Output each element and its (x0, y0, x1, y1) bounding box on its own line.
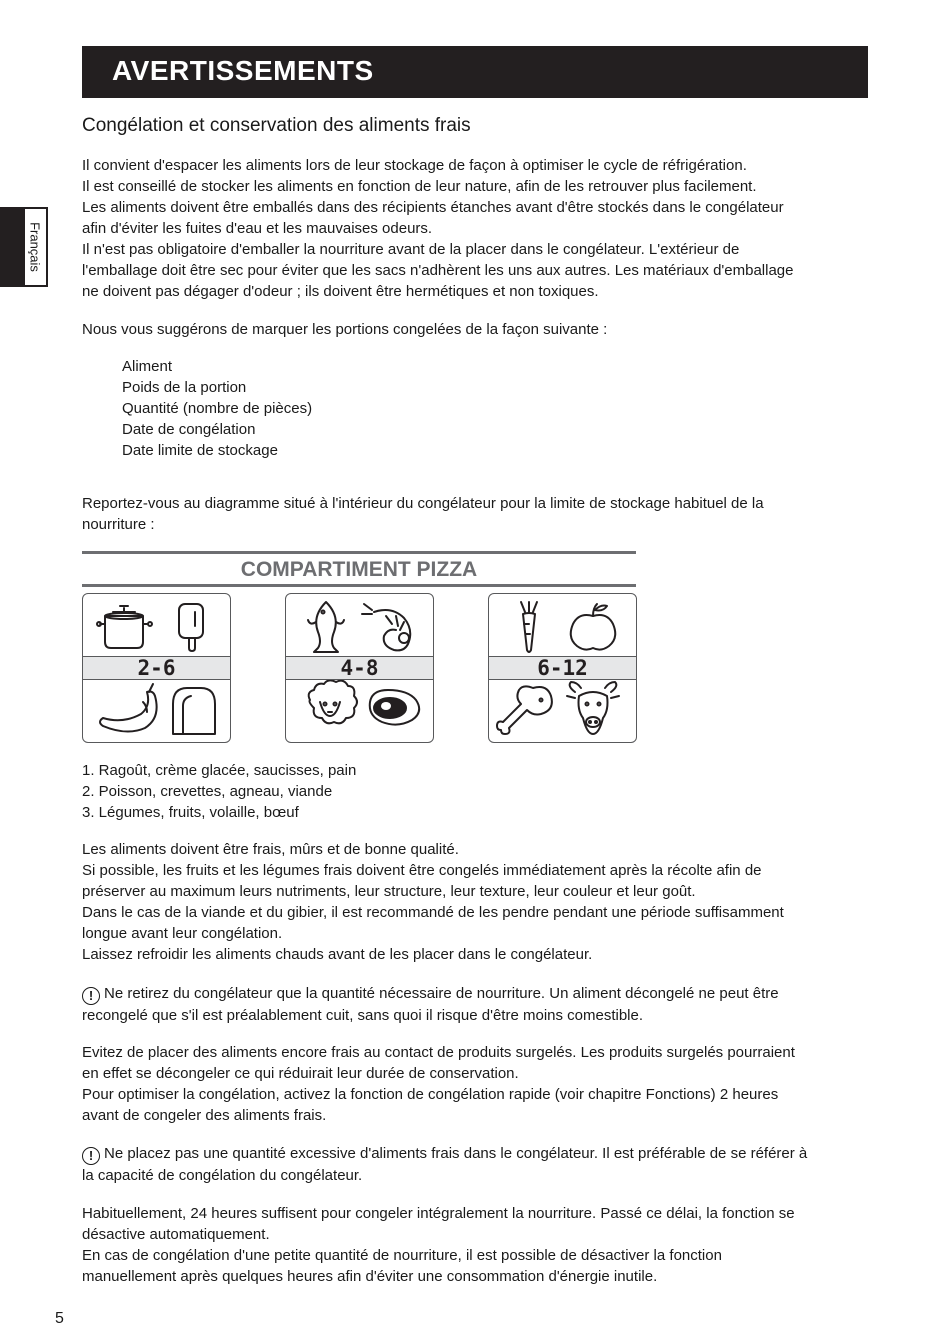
cow-icon (567, 682, 619, 734)
list-item: Aliment (122, 358, 173, 375)
legend-item: 3. Légumes, fruits, volaille, bœuf (82, 804, 299, 821)
legend-item: 1. Ragoût, crème glacée, saucisses, pain (82, 762, 357, 779)
page-number: 5 (55, 1310, 64, 1327)
warning-paragraph-2 (82, 1143, 872, 1186)
text-line: désactive automatiquement. (82, 1226, 270, 1243)
shrimp-icon (362, 604, 410, 650)
intro-paragraph (82, 155, 872, 302)
storage-box-3 (488, 593, 637, 743)
text-line: Il convient d'espacer les aliments lors de leur stockage de façon à optimiser le cycle de réfrigération. (82, 157, 747, 174)
sheep-icon (309, 680, 357, 723)
text-line: ! Ne retirez du congélateur que la quantité nécessaire de nourriture. Un aliment décongelé ne peut être (82, 983, 872, 1005)
text-line: avant de congeler des aliments frais. (82, 1107, 327, 1124)
quality-paragraph (82, 839, 872, 965)
section-header (82, 46, 868, 98)
diagram-legend (82, 760, 872, 823)
text-line: afin d'éviter les fuites d'eau et les mauvaises odeurs. (82, 220, 433, 237)
warning-icon: ! (82, 1147, 100, 1165)
pot-icon (97, 606, 152, 648)
text-line: Laissez refroidir les aliments chauds avant de les placer dans le congélateur. (82, 946, 593, 963)
list-item: Date de congélation (122, 421, 256, 438)
text-line: préserver au maximum leurs nutriments, leur structure, leur texture, leur couleur et leur goût. (82, 883, 696, 900)
meat-icon (370, 690, 419, 725)
text-line: Reportez-vous au diagramme situé à l'intérieur du congélateur pour la limite de stockage habituel de la (82, 495, 764, 512)
text-line: en effet se décongeler ce qui réduirait leur durée de conservation. (82, 1065, 519, 1082)
carrot-icon (521, 602, 537, 652)
duration-paragraph (82, 1203, 872, 1287)
marking-list (122, 356, 312, 461)
list-item: Quantité (nombre de pièces) (122, 400, 313, 417)
bread-icon (173, 688, 215, 734)
language-tab-label: Français (27, 222, 43, 272)
text-line: l'emballage doit être sec pour éviter que les sacs n'adhèrent les uns aux autres. Les matériaux d'emballage (82, 262, 794, 279)
apple-icon (571, 604, 616, 650)
text-line: Dans le cas de la viande et du gibier, il est recommandé de les pendre pendant une période suffisamment (82, 904, 784, 921)
diagram-top-rule (82, 551, 636, 554)
diagram-bottom-rule (82, 584, 636, 587)
text-line: En cas de congélation d'une petite quantité de nourriture, il est possible de désactiver la fonction (82, 1247, 722, 1264)
diagram-intro (82, 493, 872, 535)
text-line: la capacité de congélation du congélateur. (82, 1167, 363, 1184)
text-line: Pour optimiser la congélation, activez la fonction de congélation rapide (voir chapitre Fonctions) 2 heures (82, 1086, 779, 1103)
diagram-title: COMPARTIMENT PIZZA (240, 558, 478, 581)
page-title: AVERTISSEMENTS (112, 55, 374, 86)
text-line: Il est conseillé de stocker les aliments en fonction de leur nature, afin de les retrouver plus facilement. (82, 178, 757, 195)
text-line: recongelé que s'il est préalablement cuit, sans quoi il risque d'être moins comestible. (82, 1007, 644, 1024)
avoid-paragraph (82, 1042, 872, 1126)
storage-range: 6-12 (489, 656, 636, 680)
warning-icon: ! (82, 987, 100, 1005)
section-subtitle: Congélation et conservation des aliments frais (82, 115, 471, 136)
text-line: Les aliments doivent être emballés dans des récipients étanches avant d'être stockés dans le congélateur (82, 199, 784, 216)
marking-intro: Nous vous suggérons de marquer les portions congelées de la façon suivante : (82, 321, 608, 338)
storage-box-1 (82, 593, 231, 743)
storage-box-2 (285, 593, 434, 743)
text-line: Evitez de placer des aliments encore frais au contact de produits surgelés. Les produits surgelés pourraient (82, 1044, 795, 1061)
text-line: Habituellement, 24 heures suffisent pour congeler intégralement la nourriture. Passé ce délai, la fonction se (82, 1205, 795, 1222)
fish-icon (308, 602, 344, 652)
text-line: ! Ne placez pas une quantité excessive d'aliments frais dans le congélateur. Il est préférable de se référer à (82, 1143, 872, 1165)
storage-range: 2-6 (83, 656, 230, 680)
text-line: nourriture : (82, 516, 155, 533)
language-tab (0, 207, 48, 287)
text-line: Si possible, les fruits et les légumes frais doivent être congelés immédiatement après la récolte afin de (82, 862, 762, 879)
text-line: longue avant leur congélation. (82, 925, 283, 942)
text-line: manuellement après quelques heures afin d'éviter une consommation d'énergie inutile. (82, 1268, 658, 1285)
list-item: Poids de la portion (122, 379, 247, 396)
chicken-leg-icon (497, 686, 552, 734)
text-line: ne doivent pas dégager d'odeur ; ils doivent être hermétiques et non toxiques. (82, 283, 599, 300)
warning-paragraph-1 (82, 983, 872, 1026)
sausage-icon (100, 684, 157, 732)
list-item: Date limite de stockage (122, 442, 278, 459)
text-line: Les aliments doivent être frais, mûrs et de bonne qualité. (82, 841, 459, 858)
legend-item: 2. Poisson, crevettes, agneau, viande (82, 783, 333, 800)
storage-range: 4-8 (286, 656, 433, 680)
text-line: Il n'est pas obligatoire d'emballer la nourriture avant de la placer dans le congélateur. L'extérieur de (82, 241, 740, 258)
ice-cream-icon (179, 604, 203, 651)
